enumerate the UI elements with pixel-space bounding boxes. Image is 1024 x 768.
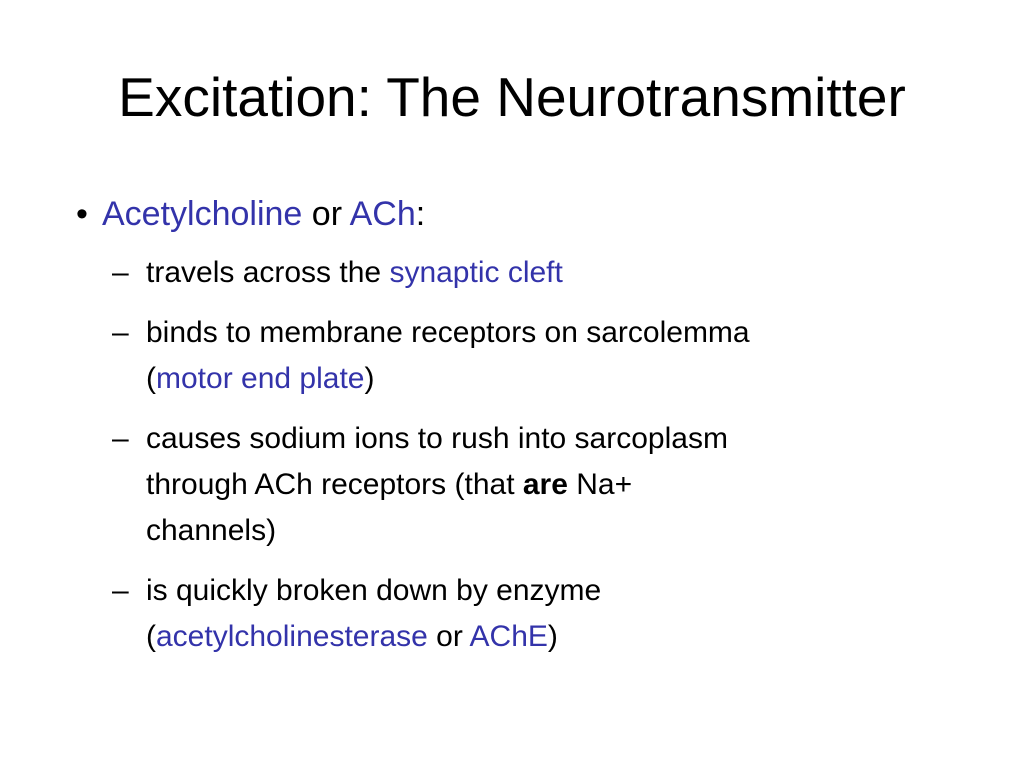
subbullet-text: causes sodium ions to rush into sarcoplasm (146, 422, 728, 455)
subbullet-list (112, 250, 992, 674)
term-ach: ACh (349, 195, 416, 233)
term-ache: AChE (469, 620, 548, 653)
subbullet-text: is quickly broken down by enzyme (146, 574, 602, 607)
term-acetylcholinesterase: acetylcholinesterase (156, 620, 428, 653)
main-bullet (76, 190, 425, 238)
connector-or: or (427, 620, 470, 653)
subbullet-synaptic-cleft (112, 250, 992, 296)
open-paren: ( (146, 362, 156, 395)
subbullet-motor-end-plate (112, 310, 992, 402)
close-paren: ) (547, 620, 558, 653)
subbullet-sodium-ions (112, 416, 992, 554)
open-paren: ( (146, 620, 156, 653)
dash-marker: – (112, 316, 129, 349)
subbullet-text: binds to membrane receptors on sarcolemma (146, 316, 750, 349)
bullet-marker: • (76, 195, 88, 233)
dash-marker: – (112, 256, 129, 289)
subbullet-enzyme (112, 568, 992, 660)
term-motor-end-plate: motor end plate (156, 362, 365, 395)
term-synaptic-cleft: synaptic cleft (389, 256, 563, 289)
subbullet-text: through ACh receptors (that (146, 468, 523, 501)
bullet-suffix: : (415, 195, 426, 233)
term-acetylcholine: Acetylcholine (102, 195, 303, 233)
dash-marker: – (112, 574, 129, 607)
close-paren: ) (364, 362, 375, 395)
dash-marker: – (112, 422, 129, 455)
bullet-connector: or (302, 195, 350, 233)
slide-title: Excitation: The Neurotransmitter (118, 66, 906, 128)
subbullet-text: Na+ (567, 468, 633, 501)
subbullet-text: channels) (146, 514, 277, 547)
bold-are: are (522, 468, 568, 501)
subbullet-text: travels across the (146, 256, 390, 289)
